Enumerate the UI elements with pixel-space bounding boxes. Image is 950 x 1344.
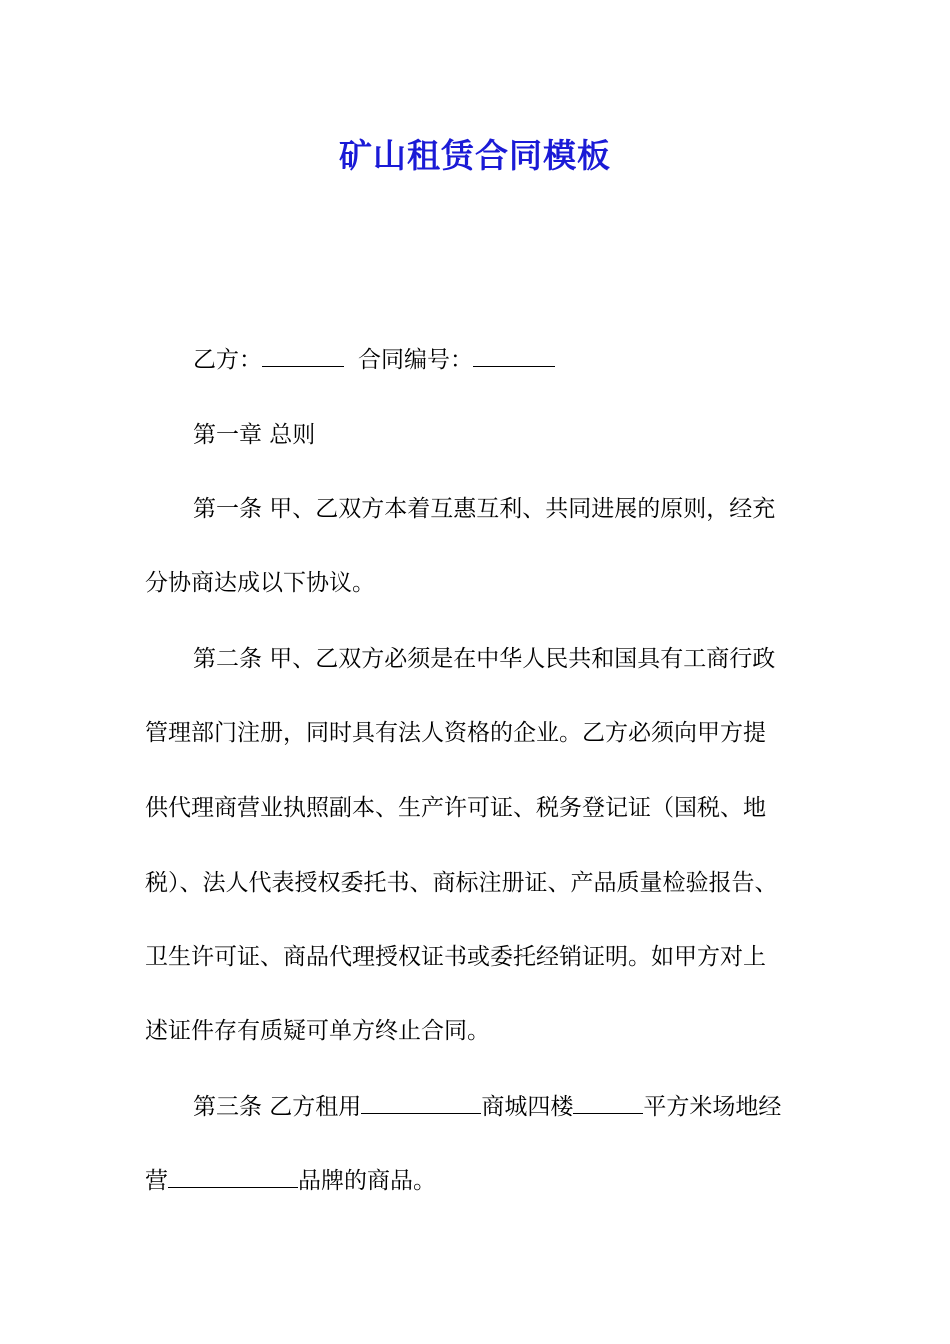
article-2-line-1: 第二条 甲、乙双方必须是在中华人民共和国具有工商行政	[193, 646, 776, 672]
article-2-line-6: 述证件存有质疑可单方终止合同。	[145, 1018, 490, 1044]
article-3-text-5: 品牌的商品。	[298, 1168, 436, 1194]
chapter-heading: 第一章 总则	[193, 422, 316, 448]
article-3-text-1: 第三条 乙方租用	[193, 1094, 362, 1120]
article-2-line-3: 供代理商营业执照副本、生产许可证、税务登记证（国税、地	[145, 795, 766, 821]
article-2-line-4: 税）、法人代表授权委托书、商标注册证、产品质量检验报告、	[145, 870, 778, 896]
article-3-line-1	[193, 1092, 873, 1122]
document-title: 矿山租赁合同模板	[339, 136, 611, 175]
article-1-line-2: 分协商达成以下协议。	[145, 570, 375, 596]
header-line	[193, 345, 873, 375]
article-2-line-5: 卫生许可证、商品代理授权证书或委托经销证明。如甲方对上	[145, 944, 766, 970]
area-blank	[573, 1093, 643, 1114]
article-3-line-2	[145, 1166, 825, 1196]
contract-no-label: 合同编号：	[358, 347, 473, 373]
party-b-blank	[262, 346, 344, 367]
article-1-line-1: 第一条 甲、乙双方本着互惠互利、共同进展的原则，经充	[193, 496, 776, 522]
article-2-line-2: 管理部门注册，同时具有法人资格的企业。乙方必须向甲方提	[145, 720, 766, 746]
mall-name-blank	[361, 1093, 481, 1114]
contract-no-blank	[473, 346, 555, 367]
party-b-label: 乙方：	[193, 347, 262, 373]
brand-blank	[168, 1167, 298, 1188]
article-3-text-4: 营	[145, 1168, 168, 1194]
article-3-text-3: 平方米场地经	[643, 1094, 782, 1120]
article-3-text-2: 商城四楼	[481, 1094, 574, 1120]
